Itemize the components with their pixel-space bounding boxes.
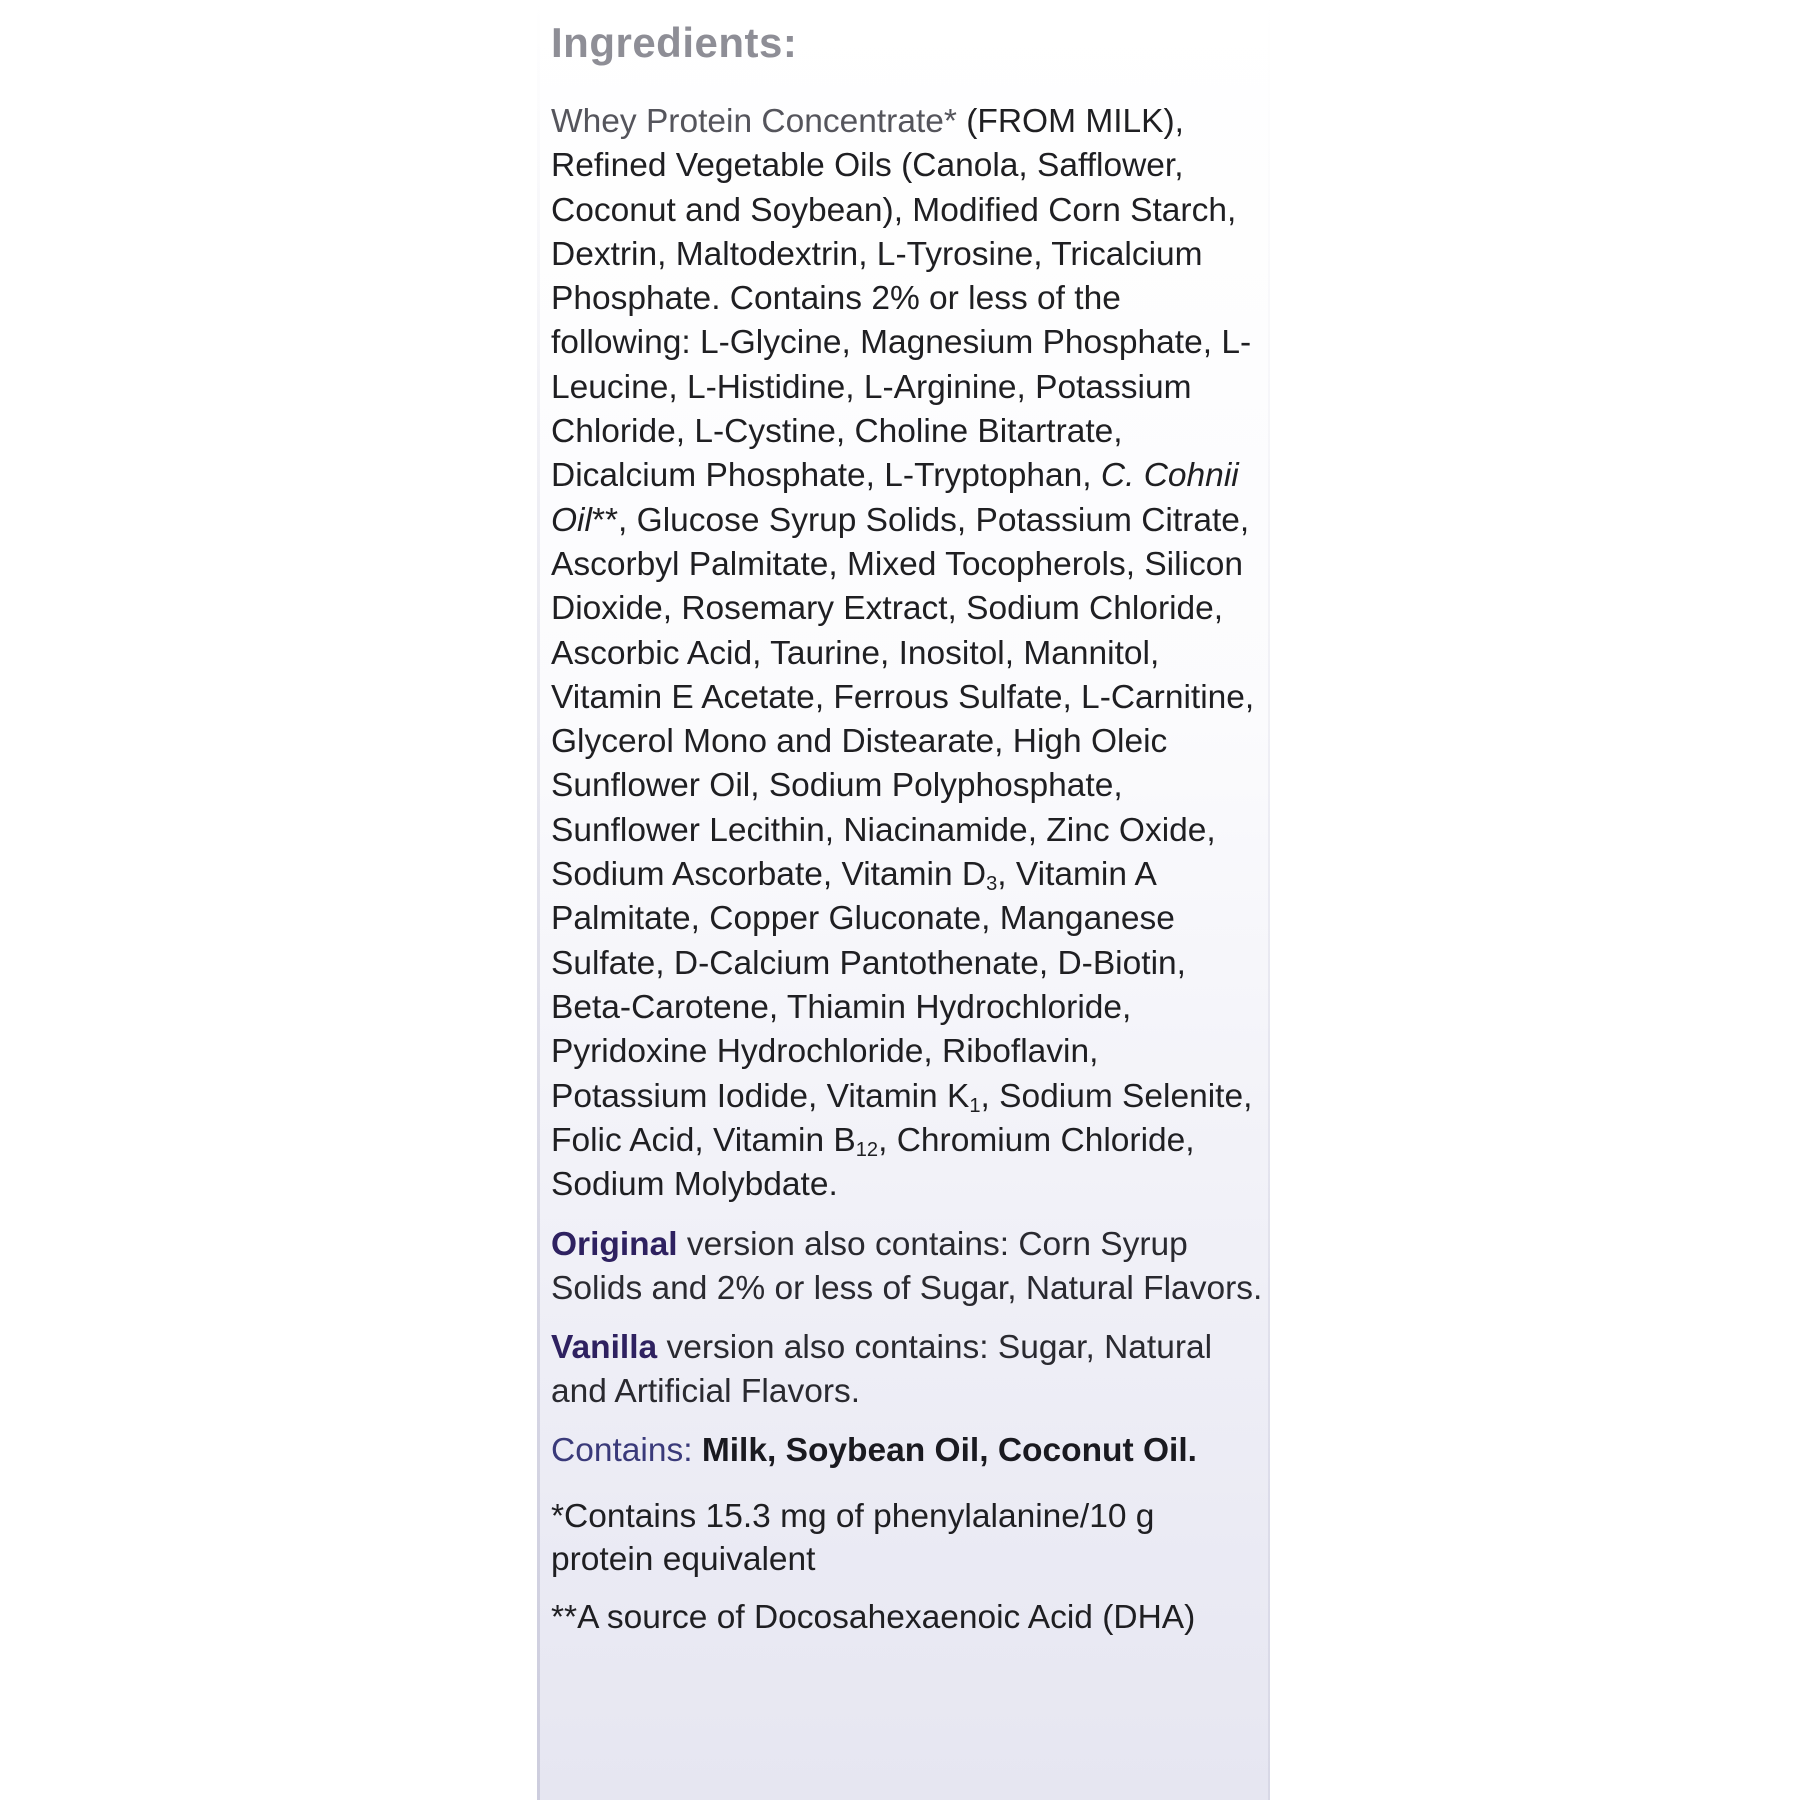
original-version-note — [551, 1223, 1263, 1310]
ingredients-subscript-k: 1 — [969, 1094, 981, 1117]
ingredients-footnote-mark-2: ** — [591, 501, 619, 539]
ingredients-subscript-d: 3 — [986, 873, 998, 896]
footnote-phenylalanine: *Contains 15.3 mg of phenylalanine/10 g protein equivalent — [551, 1497, 1155, 1579]
ingredients-text-part-5: , Sodium Selenite, Folic Acid, Vitamin B — [551, 1077, 1253, 1159]
vanilla-version-note — [551, 1326, 1263, 1413]
ingredients-content — [551, 14, 1263, 1639]
allergen-statement — [551, 1429, 1263, 1473]
ingredients-text-part-3: , Glucose Syrup Solids, Potassium Citrate, Ascorbyl Palmitate, Mixed Tocopherols, Silicon Dioxide, Rosemary Extract, Sodium Chloride, Ascorbic Acid, Taurine, Inositol, Mannitol, Vitamin E Acetate, Ferrous Sulfate, L-Carnitine, Glycerol Mono and Distearate, High Oleic Sunflower Oil, Sodium Polyphosphate, Sunflower Lecithin, Niacinamide, Zinc Oxide, Sodium Ascorbate, Vitamin D — [551, 501, 1255, 894]
original-note-text: version also contains: Corn Syrup Solids and 2% or less of Sugar, Natural Flavors. — [551, 1226, 1263, 1307]
vanilla-note-text: version also contains: Sugar, Natural and Artificial Flavors. — [551, 1329, 1213, 1410]
label-panel — [537, 0, 1270, 1800]
ingredients-cohnii-oil: C. Cohnii Oil — [551, 457, 1239, 539]
ingredients-text-part-1: Whey Protein Concentrate — [551, 103, 944, 140]
original-flavor-name: Original — [551, 1226, 678, 1264]
ingredients-text-part-6: , Chromium Chloride, Sodium Molybdate. — [551, 1121, 1195, 1204]
allergen-list: Milk, Soybean Oil, Coconut Oil. — [701, 1432, 1197, 1470]
vanilla-flavor-name: Vanilla — [551, 1329, 658, 1367]
ingredients-text-part-2: (FROM MILK), Refined Vegetable Oils (Canola, Safflower, Coconut and Soybean), Modified Corn Starch, Dextrin, Maltodextrin, L-Tyrosine, Tricalcium Phosphate. Contains 2% or less of the following: L-Glycine, Magnesium Phosphate, L-Leucine, L-Histidine, L-Arginine, Potassium Chloride, L-Cystine, Choline Bitartrate, Dicalcium Phosphate, L-Tryptophan, — [551, 103, 1252, 495]
ingredients-heading: Ingredients: — [551, 19, 798, 66]
ingredients-text-part-4: , Vitamin A Palmitate, Copper Gluconate, Manganese Sulfate, D-Calcium Pantothenate, D-Biotin, Beta-Carotene, Thiamin Hydrochloride, Pyridoxine Hydrochloride, Riboflavin, Potassium Iodide, Vitamin K — [551, 856, 1186, 1115]
footnote-dha: **A source of Docosahexaenoic Acid (DHA) — [551, 1598, 1196, 1636]
allergen-label: Contains: — [551, 1432, 702, 1470]
panel-edge-right — [1268, 0, 1270, 1800]
ingredients-subscript-b: 12 — [855, 1138, 879, 1161]
panel-edge-left — [537, 0, 540, 1800]
ingredients-footnote-mark-1: * — [943, 103, 957, 140]
ingredients-list — [551, 100, 1263, 1207]
